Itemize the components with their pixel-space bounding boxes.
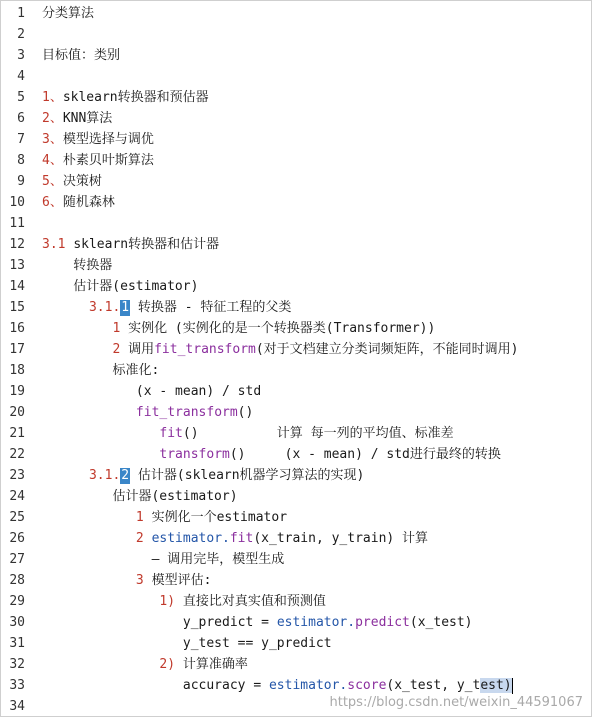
text-span: 计算准确率 xyxy=(182,657,248,672)
line-number: 27 xyxy=(9,552,25,567)
line-number: 4 xyxy=(17,69,25,84)
line-text xyxy=(42,675,513,696)
line-text xyxy=(42,465,364,486)
text-span: score xyxy=(347,678,387,693)
text-span: (x_test, y_t xyxy=(386,678,481,693)
code-line[interactable] xyxy=(1,591,591,612)
line-number: 8 xyxy=(17,153,25,168)
code-line[interactable] xyxy=(1,150,591,171)
text-span: 实例化 (实例化的是一个转换器类(Transformer)) xyxy=(128,321,436,336)
line-number: 21 xyxy=(9,426,25,441)
text-span: transform xyxy=(159,447,230,462)
line-number: 32 xyxy=(9,657,25,672)
code-line[interactable] xyxy=(1,192,591,213)
code-line[interactable] xyxy=(1,87,591,108)
code-line[interactable] xyxy=(1,528,591,549)
line-number: 24 xyxy=(9,489,25,504)
code-line[interactable] xyxy=(1,465,591,486)
text-span: sklearn转换器和预估器 xyxy=(62,90,209,105)
text-span: fit_transform xyxy=(135,405,238,420)
text-span: 6、 xyxy=(42,195,63,210)
text-span: 1) xyxy=(42,594,183,609)
line-text xyxy=(42,3,94,24)
text-span: 朴素贝叶斯算法 xyxy=(62,153,154,168)
text-span: (对于文档建立分类词频矩阵，不能同时调用) xyxy=(255,342,519,357)
text-span: sklearn转换器和估计器 xyxy=(73,237,220,252)
line-text xyxy=(42,570,211,591)
line-number: 22 xyxy=(9,447,25,462)
line-text xyxy=(42,402,253,423)
code-line[interactable] xyxy=(1,549,591,570)
code-line[interactable] xyxy=(1,654,591,675)
code-line[interactable] xyxy=(1,66,591,87)
text-span: 3.1. xyxy=(42,300,121,315)
line-number: 12 xyxy=(9,237,25,252)
code-line[interactable] xyxy=(1,297,591,318)
text-span xyxy=(42,447,159,462)
line-text xyxy=(42,528,428,549)
line-text xyxy=(42,654,248,675)
line-number: 25 xyxy=(9,510,25,525)
line-number: 3 xyxy=(17,48,25,63)
text-span: 转换器 xyxy=(42,258,113,273)
text-span: KNN算法 xyxy=(62,111,113,126)
line-number: 34 xyxy=(9,699,25,714)
text-span: 随机森林 xyxy=(62,195,115,210)
code-line[interactable] xyxy=(1,675,591,696)
text-span: y_test == y_predict xyxy=(42,636,332,651)
code-line[interactable] xyxy=(1,213,591,234)
selected-text: est) xyxy=(480,678,512,693)
line-text xyxy=(42,297,291,318)
line-number: 11 xyxy=(9,216,25,231)
code-line[interactable] xyxy=(1,612,591,633)
line-number: 31 xyxy=(9,636,25,651)
code-line[interactable] xyxy=(1,318,591,339)
line-number: 26 xyxy=(9,531,25,546)
text-span: 目标值：类别 xyxy=(42,48,121,63)
code-line[interactable] xyxy=(1,360,591,381)
text-span: fit_transform xyxy=(154,342,256,357)
line-number: 20 xyxy=(9,405,25,420)
text-span: () xyxy=(237,405,254,420)
line-text xyxy=(42,276,198,297)
text-span: 1 xyxy=(42,510,152,525)
text-span xyxy=(42,405,136,420)
text-span: 5、 xyxy=(42,174,63,189)
text-span: 3、 xyxy=(42,132,63,147)
code-line[interactable] xyxy=(1,339,591,360)
line-text xyxy=(42,423,454,444)
line-text xyxy=(42,318,435,339)
text-span: 估计器(estimator) xyxy=(42,279,199,294)
text-span: estimator. xyxy=(268,678,348,693)
line-number: 7 xyxy=(17,132,25,147)
line-text xyxy=(42,45,120,66)
line-text xyxy=(42,150,154,171)
text-span: — 调用完毕，模型生成 xyxy=(42,552,285,567)
text-span: 1、 xyxy=(42,90,63,105)
text-span: estimator. xyxy=(151,531,230,546)
line-number: 5 xyxy=(17,90,25,105)
code-line[interactable] xyxy=(1,3,591,24)
line-number: 19 xyxy=(9,384,25,399)
line-number: 28 xyxy=(9,573,25,588)
line-number: 16 xyxy=(9,321,25,336)
text-span: fit xyxy=(159,426,183,441)
text-span: () (x - mean) / std进行最终的转换 xyxy=(229,447,501,462)
code-line[interactable] xyxy=(1,444,591,465)
code-line[interactable] xyxy=(1,276,591,297)
code-line[interactable] xyxy=(1,423,591,444)
code-line[interactable] xyxy=(1,24,591,45)
text-span: 直接比对真实值和预测值 xyxy=(182,594,326,609)
text-span: 模型评估: xyxy=(151,573,212,588)
text-span: 调用 xyxy=(128,342,155,357)
text-span: 实例化一个estimator xyxy=(151,510,288,525)
line-text xyxy=(42,339,519,360)
text-span: 2 xyxy=(42,531,152,546)
text-span: 2) xyxy=(42,657,183,672)
line-number: 29 xyxy=(9,594,25,609)
text-span: 3 xyxy=(42,573,152,588)
line-number: 14 xyxy=(9,279,25,294)
code-line[interactable] xyxy=(1,234,591,255)
text-span: 4、 xyxy=(42,153,63,168)
watermark: https://blog.csdn.net/weixin_44591067 xyxy=(329,695,583,710)
code-line[interactable] xyxy=(1,507,591,528)
code-line[interactable] xyxy=(1,633,591,654)
line-text xyxy=(42,633,332,654)
line-text xyxy=(42,234,219,255)
code-line[interactable] xyxy=(1,255,591,276)
line-number: 33 xyxy=(9,678,25,693)
line-text xyxy=(42,360,159,381)
line-number: 30 xyxy=(9,615,25,630)
text-span: 分类算法 xyxy=(42,6,95,21)
line-number: 18 xyxy=(9,363,25,378)
line-number: 1 xyxy=(17,6,25,21)
line-number: 13 xyxy=(9,258,25,273)
line-text xyxy=(42,591,326,612)
text-span: accuracy = xyxy=(42,678,269,693)
line-number: 9 xyxy=(17,174,25,189)
code-line[interactable] xyxy=(1,129,591,150)
text-span: fit xyxy=(229,531,254,546)
code-line[interactable] xyxy=(1,570,591,591)
text-span: 2 xyxy=(42,342,129,357)
line-text xyxy=(42,549,284,570)
text-span: y_predict = xyxy=(42,615,277,630)
line-text xyxy=(42,108,112,129)
text-span: estimator. xyxy=(276,615,356,630)
text-span: predict xyxy=(355,615,410,630)
line-text xyxy=(42,486,238,507)
line-text xyxy=(42,612,473,633)
text-span: 3.1 xyxy=(42,237,74,252)
line-text xyxy=(42,192,115,213)
line-number: 23 xyxy=(9,468,25,483)
code-line[interactable] xyxy=(1,108,591,129)
code-line[interactable] xyxy=(1,45,591,66)
text-cursor xyxy=(512,678,513,694)
line-number: 17 xyxy=(9,342,25,357)
line-text xyxy=(42,255,112,276)
text-span: 模型选择与调优 xyxy=(62,132,154,147)
text-span: 估计器(estimator) xyxy=(42,489,238,504)
text-span: 估计器(sklearn机器学习算法的实现) xyxy=(130,468,365,483)
text-span: 2、 xyxy=(42,111,63,126)
code-line[interactable] xyxy=(1,381,591,402)
line-number: 15 xyxy=(9,300,25,315)
code-line[interactable] xyxy=(1,402,591,423)
text-span: (x - mean) / std xyxy=(42,384,262,399)
line-number: 10 xyxy=(9,195,25,210)
text-span: 转换器 - 特征工程的父类 xyxy=(130,300,292,315)
code-line[interactable] xyxy=(1,171,591,192)
text-span: 1 xyxy=(42,321,129,336)
text-span: 3.1. xyxy=(42,468,121,483)
text-span xyxy=(42,426,159,441)
text-span: 标准化: xyxy=(42,363,160,378)
text-span: (x_test) xyxy=(409,615,473,630)
line-text xyxy=(42,381,261,402)
line-text xyxy=(42,507,287,528)
highlighted-number: 2 xyxy=(121,468,130,483)
text-span: 决策树 xyxy=(62,174,102,189)
line-number: 2 xyxy=(17,27,25,42)
code-line[interactable] xyxy=(1,486,591,507)
line-text xyxy=(42,87,209,108)
line-text xyxy=(42,171,102,192)
highlighted-number: 1 xyxy=(121,300,130,315)
line-number: 6 xyxy=(17,111,25,126)
line-text xyxy=(42,444,501,465)
text-span: (x_train, y_train) 计算 xyxy=(253,531,429,546)
text-span: () 计算 每一列的平均值、标准差 xyxy=(182,426,454,441)
line-text xyxy=(42,129,154,150)
